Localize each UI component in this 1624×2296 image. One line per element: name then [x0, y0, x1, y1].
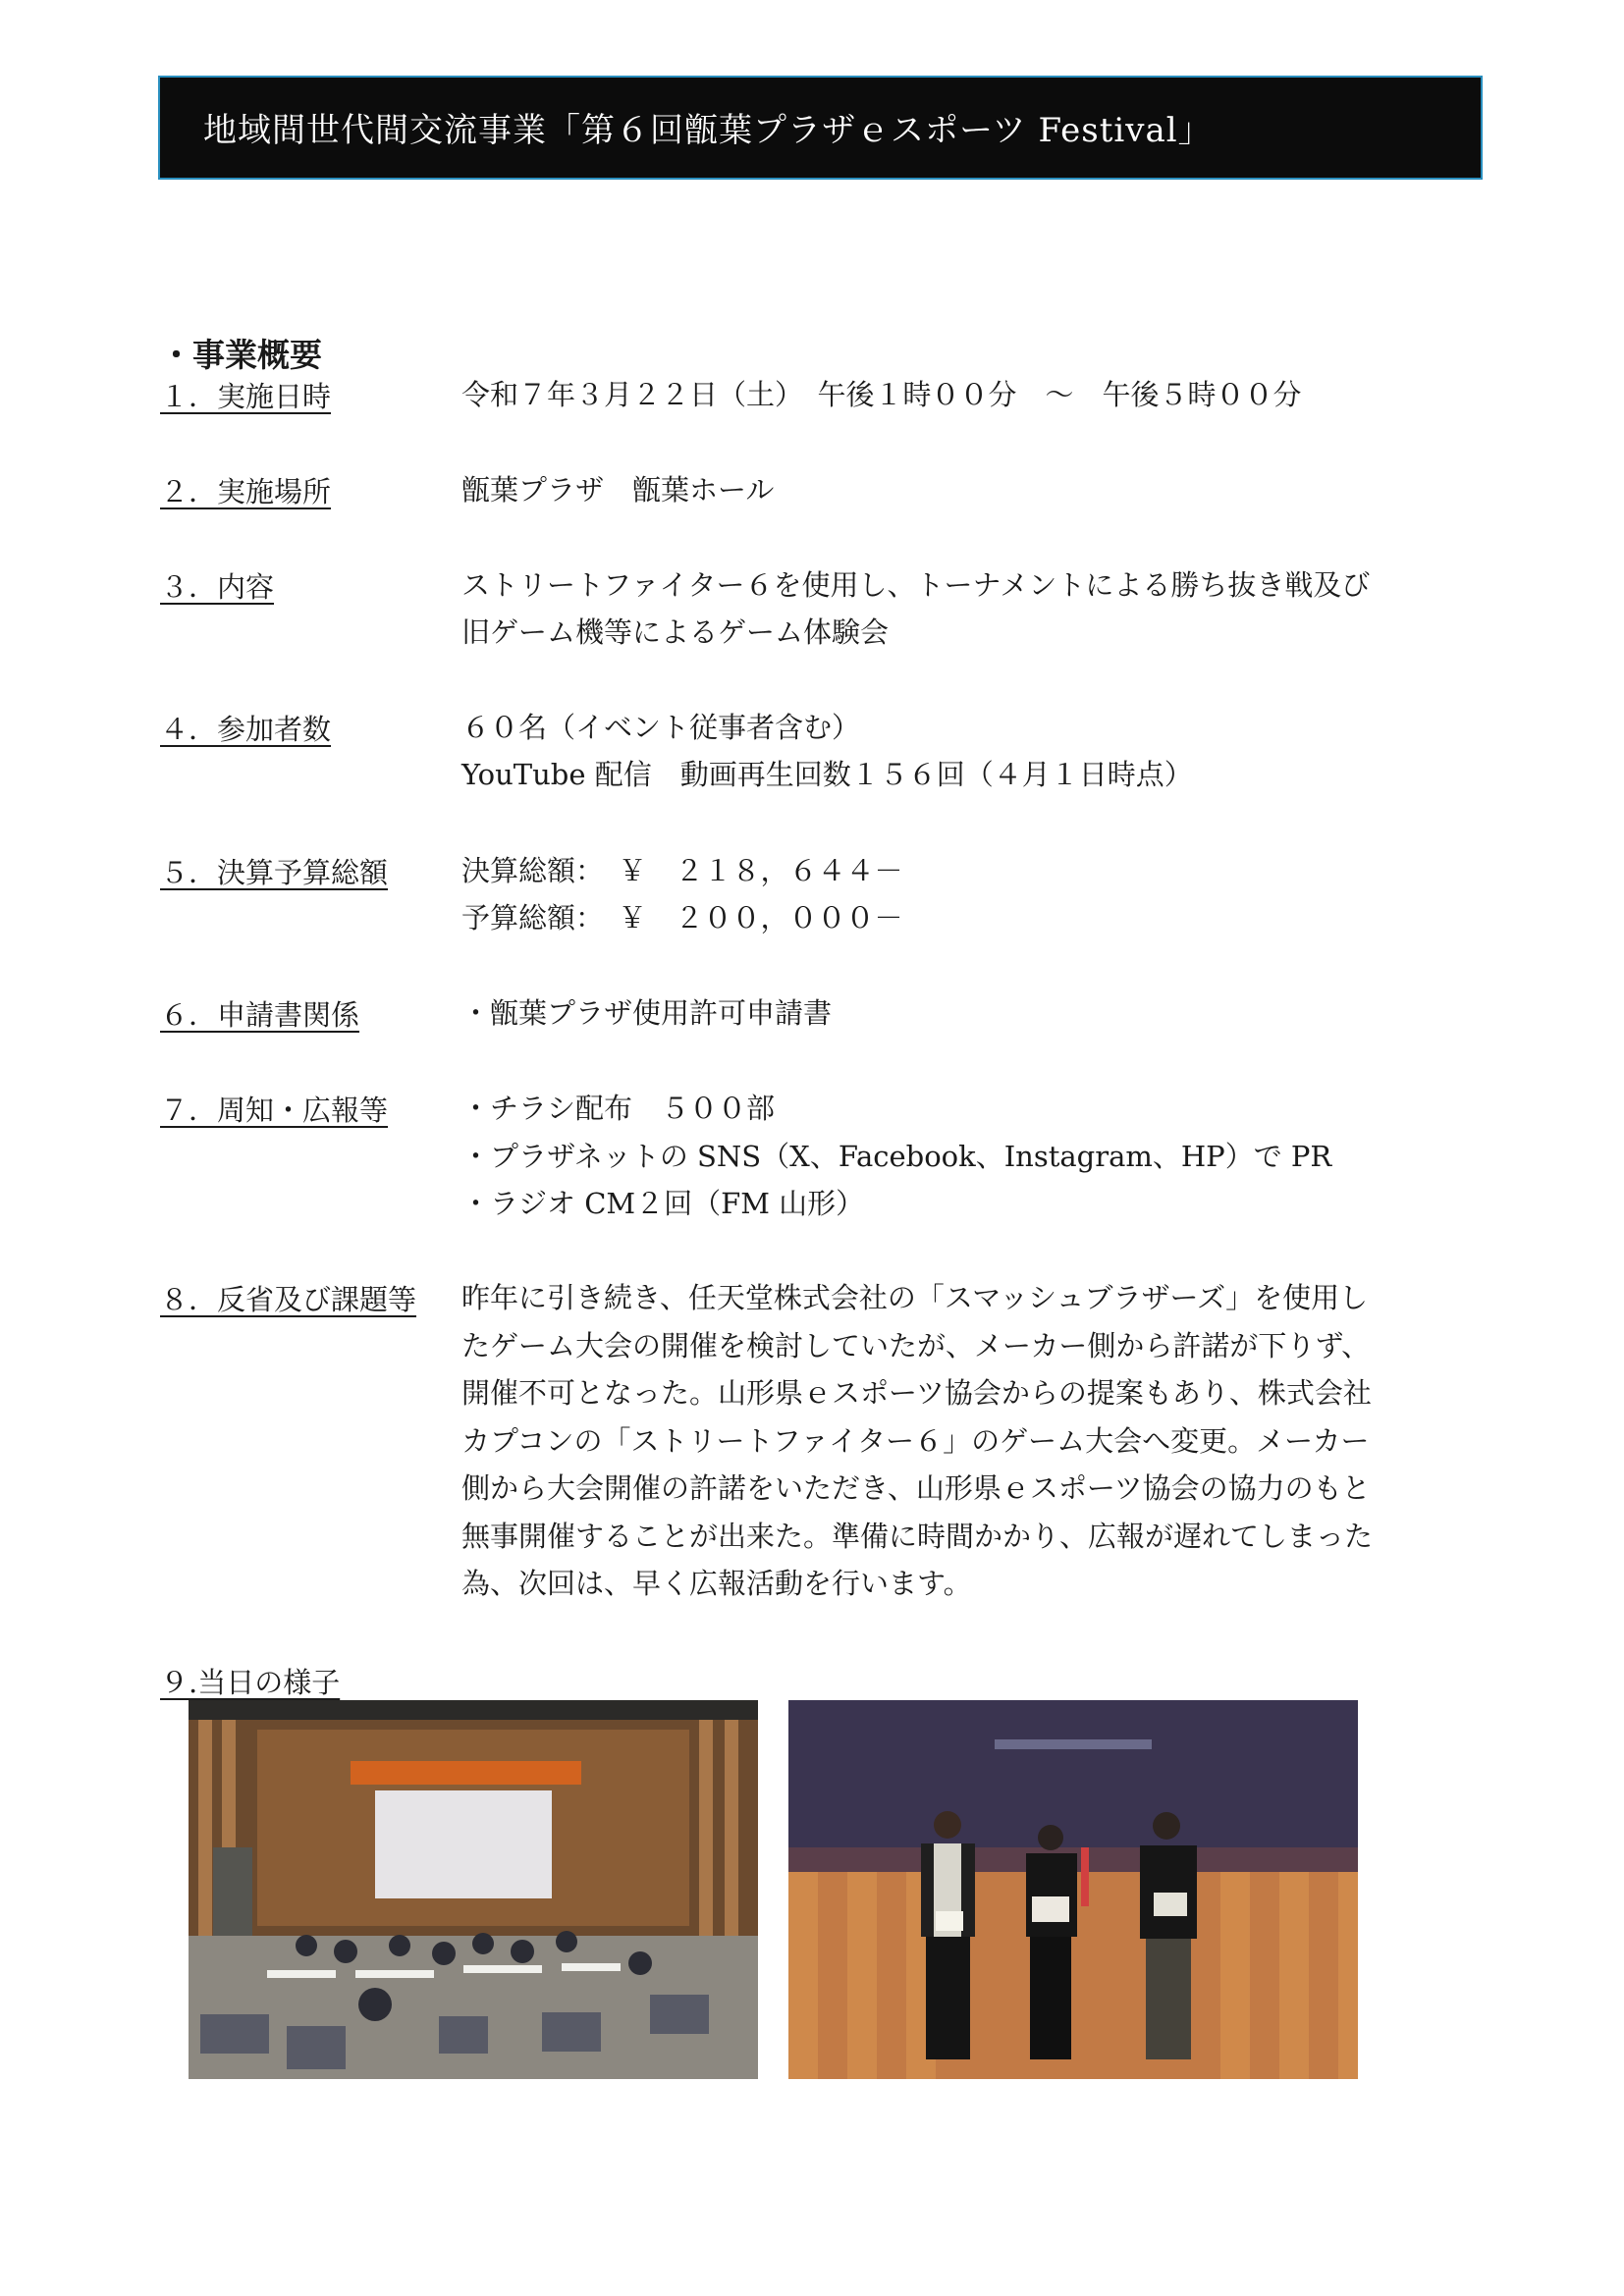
review-line: たゲーム大会の開催を検討していたが、メーカー側から許諾が下りず、 [461, 1328, 1371, 1362]
item-label-review: ８．反省及び課題等 [160, 1283, 417, 1316]
item-label-content: ３．内容 [160, 570, 275, 604]
item-label-date: １．実施日時 [160, 380, 332, 413]
item-value-content-2: 旧ゲーム機等によるゲーム体験会 [461, 615, 890, 649]
item-value-publicity-3: ・ラジオ CM２回（FM 山形） [461, 1187, 865, 1220]
item-label-budget: ５．決算予算総額 [160, 856, 389, 889]
item-value-review [461, 1274, 1443, 1608]
winners-photo [788, 1700, 1358, 2079]
review-line: 無事開催することが出来た。準備に時間かかり、広報が遅れてしまった [461, 1519, 1374, 1553]
item-value-venue: 甑葉プラザ 甑葉ホール [461, 473, 775, 507]
event-hall-photo [189, 1700, 758, 2079]
page-title: 地域間世代間交流事業「第６回甑葉プラザｅスポーツ Festival」 [203, 111, 1213, 150]
item-value-publicity-1: ・チラシ配布 ５００部 [461, 1092, 776, 1125]
item-value-publicity-2: ・プラザネットの SNS（X、Facebook、Instagram、HP）で PR [461, 1140, 1332, 1173]
review-line: カプコンの「ストリートファイター６」のゲーム大会へ変更。メーカー [461, 1423, 1370, 1458]
item-value-participants-1: ６０名（イベント従事者含む） [461, 711, 861, 744]
review-line: 昨年に引き続き、任天堂株式会社の「スマッシュブラザーズ」を使用し [461, 1281, 1369, 1314]
item-value-date: 令和７年３月２２日（土） 午後１時００分 ～ 午後５時００分 [461, 378, 1302, 411]
review-line: 為、次回は、早く広報活動を行います。 [461, 1567, 972, 1600]
item-label-venue: ２．実施場所 [160, 475, 332, 508]
item-label-application: ６．申請書関係 [160, 998, 360, 1032]
item-label-participants: ４．参加者数 [160, 713, 332, 746]
overview-heading: ・事業概要 [160, 336, 322, 374]
title-banner [158, 76, 1483, 180]
item-label-publicity: ７．周知・広報等 [160, 1094, 389, 1127]
item-value-content-1: ストリートファイター６を使用し、トーナメントによる勝ち抜き戦及び [461, 568, 1371, 602]
item-value-budget-1: 決算総額： ￥ ２１８，６４４－ [461, 854, 903, 887]
item-value-participants-2: YouTube 配信 動画再生回数１５６回（４月１日時点） [461, 758, 1193, 791]
review-line: 側から大会開催の許諾をいただき、山形県ｅスポーツ協会の協力のもと [461, 1471, 1371, 1505]
review-line: 開催不可となった。山形県ｅスポーツ協会からの提案もあり、株式会社 [461, 1376, 1372, 1410]
item-value-application: ・甑葉プラザ使用許可申請書 [461, 996, 833, 1030]
item-label-photos: ９.当日の様子 [160, 1666, 341, 1699]
item-value-budget-2: 予算総額： ￥ ２００，０００－ [461, 901, 903, 934]
